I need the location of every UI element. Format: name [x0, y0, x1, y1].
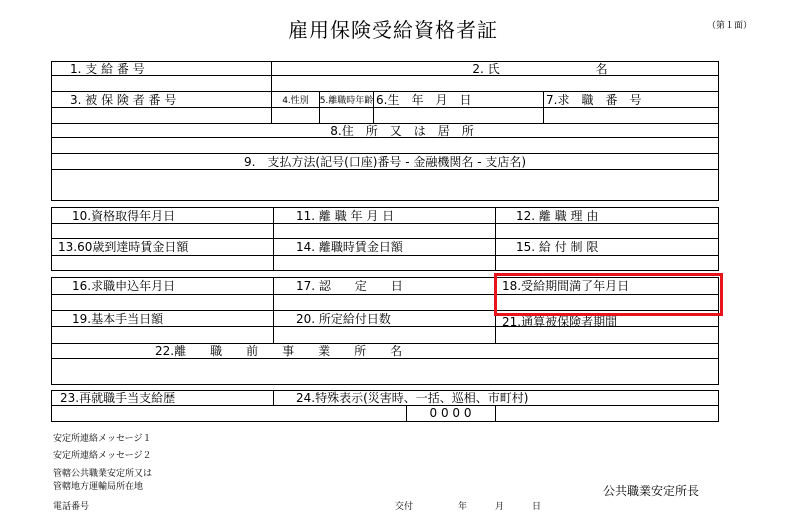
field-2-label: 2. 氏 名	[472, 61, 608, 76]
field-7-label: 7.求 職 番 号	[546, 92, 642, 107]
message-1: 安定所連絡メッセージ１	[53, 434, 152, 444]
field-1-label: 1. 支 給 番 号	[70, 61, 145, 76]
field-10-label: 10.資格取得年月日	[72, 208, 176, 223]
field-17-label: 17. 認 定 日	[296, 279, 403, 293]
message-2: 安定所連絡メッセージ２	[53, 451, 152, 461]
field-20-label: 20. 所定給付日数	[296, 311, 391, 326]
field-13-label: 13.60歳到達時賃金日額	[58, 240, 189, 254]
phone-label: 電話番号	[53, 502, 90, 512]
col-line	[273, 390, 274, 405]
field-22-label: 22.離 職 前 事 業 所 名	[155, 344, 403, 358]
page-number: （第１面）	[706, 21, 752, 31]
field-24-label: 24.特殊表示(災害時、一括、巡相、市町村)	[296, 391, 529, 405]
row-line	[51, 255, 719, 256]
field-5-label: 5.離職時年齢	[319, 95, 374, 106]
issue-label: 交付	[395, 502, 414, 512]
field-4-label: 4.性別	[282, 95, 309, 106]
issue-month-label: 月	[495, 502, 505, 512]
highlight-box-field-18	[494, 273, 723, 316]
field-9-label: 9. 支払方法(記号(口座)番号 - 金融機関名 - 支店名)	[243, 154, 527, 169]
field-6-label: 6.生 年 月 日	[376, 92, 472, 107]
field-11-label: 11. 離 職 年 月 日	[296, 208, 395, 223]
field-12-label: 12. 離 職 理 由	[516, 208, 599, 223]
row-line	[51, 75, 719, 76]
field-18-label: 18.受給期間満了年月日	[502, 279, 630, 293]
col-line	[495, 207, 496, 271]
issue-day-label: 日	[532, 502, 542, 512]
field-19-label: 19.基本手当日額	[72, 311, 164, 326]
office-location-line1: 管轄公共職業安定所又は	[53, 469, 153, 479]
field-15-label: 15. 給 付 制 限	[516, 240, 599, 254]
field-21-label: 21.通算被保険者期間	[502, 314, 618, 329]
issue-year-label: 年	[458, 502, 468, 512]
field-14-label: 14. 離職時賃金日額	[296, 240, 403, 254]
special-code-value: 0 0 0 0	[429, 405, 472, 420]
col-line	[273, 277, 274, 343]
office-location-line2: 管轄地方運輸局所在地	[53, 482, 144, 492]
field-3-label: 3. 被 保 険 者 番 号	[70, 92, 177, 107]
field-23-label: 23.再就職手当支給歴	[60, 391, 176, 405]
col-line	[543, 91, 544, 123]
field-16-label: 16.求職申込年月日	[72, 279, 176, 293]
office-chief-label: 公共職業安定所長	[603, 484, 700, 498]
col-line	[495, 405, 496, 422]
document-title: 雇用保険受給資格者証	[288, 18, 498, 42]
col-line	[273, 207, 274, 271]
field-8-label: 8.住 所 又 は 居 所	[330, 123, 474, 138]
